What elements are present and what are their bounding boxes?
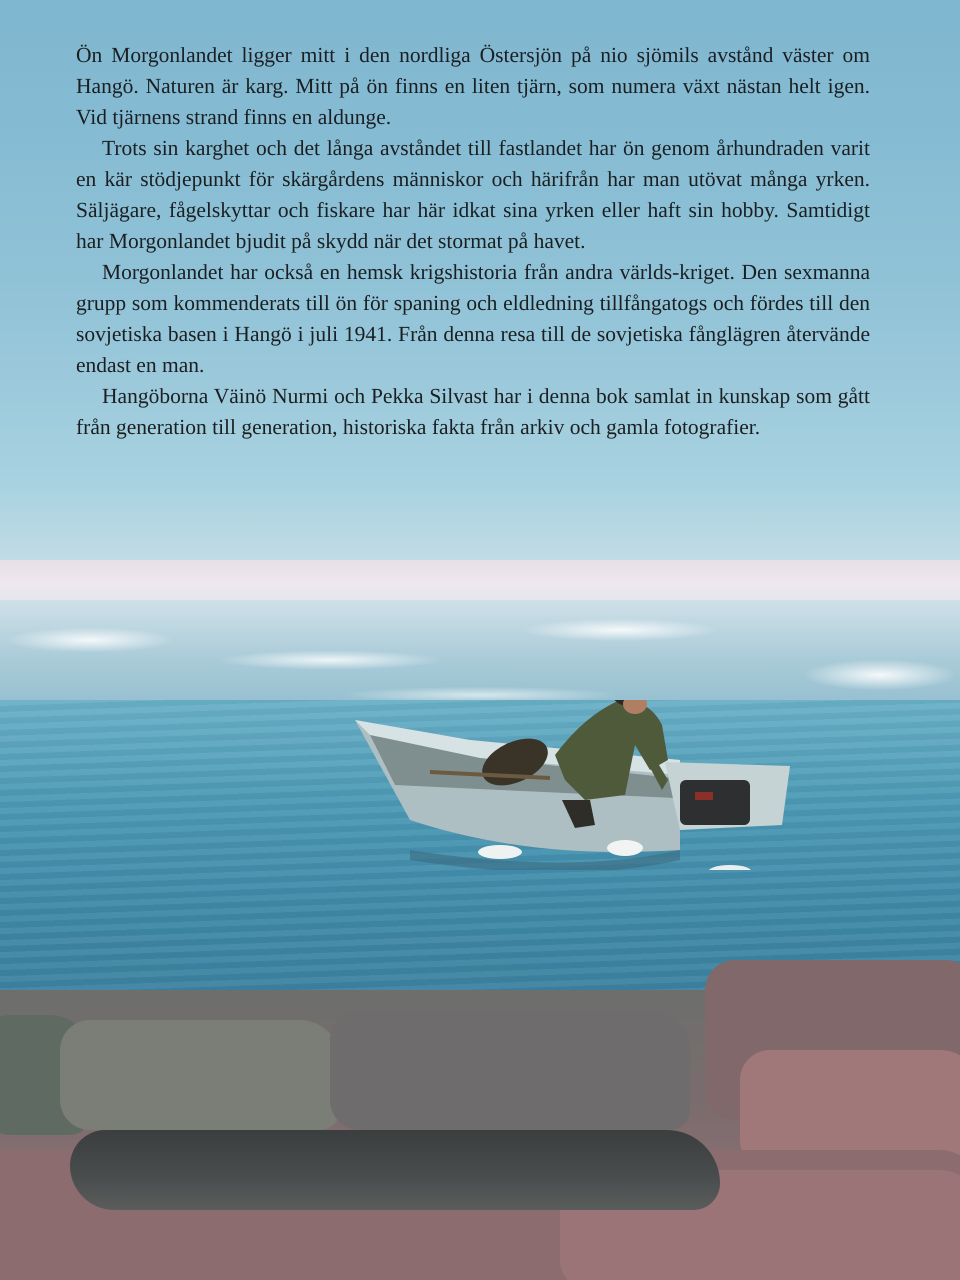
paragraph: Hangöborna Väinö Nurmi och Pekka Silvast har i denna bok samlat in kunskap som gått från generation till generation, historiska fakta från arkiv och gamla fotografier. — [76, 384, 870, 439]
back-cover-text — [76, 40, 870, 443]
paragraph: Trots sin karghet och det långa avståndet till fastlandet har ön genom århundraden varit en kär stödjepunkt för skärgårdens människor och härifrån har man utövat många yrken. Säljägare, fågelskyttar och fiskare har här idkat sina yrken eller haft sin hobby. Samtidigt har Morgonlandet bjudit på skydd när det stormat på havet. — [76, 136, 870, 253]
paragraph: Morgonlandet har också en hemsk krigshistoria från andra världs-kriget. Den sexmanna grupp som kommenderats till ön för spaning och eldledning tillfångatogs och fördes till den sovjetiska basen i Hangö i juli 1941. Från denna resa till de sovjetiska fånglägren återvände endast en man. — [76, 260, 870, 377]
rock-pool — [70, 1130, 720, 1210]
boat-hunter-icon — [350, 700, 800, 870]
paragraph: Ön Morgonlandet ligger mitt i den nordliga Östersjön på nio sjömils avstånd väster om Hangö. Naturen är karg. Mitt på ön finns en liten tjärn, som numera växt nästan helt igen. Vid tjärnens strand finns en aldunge. — [76, 43, 870, 129]
